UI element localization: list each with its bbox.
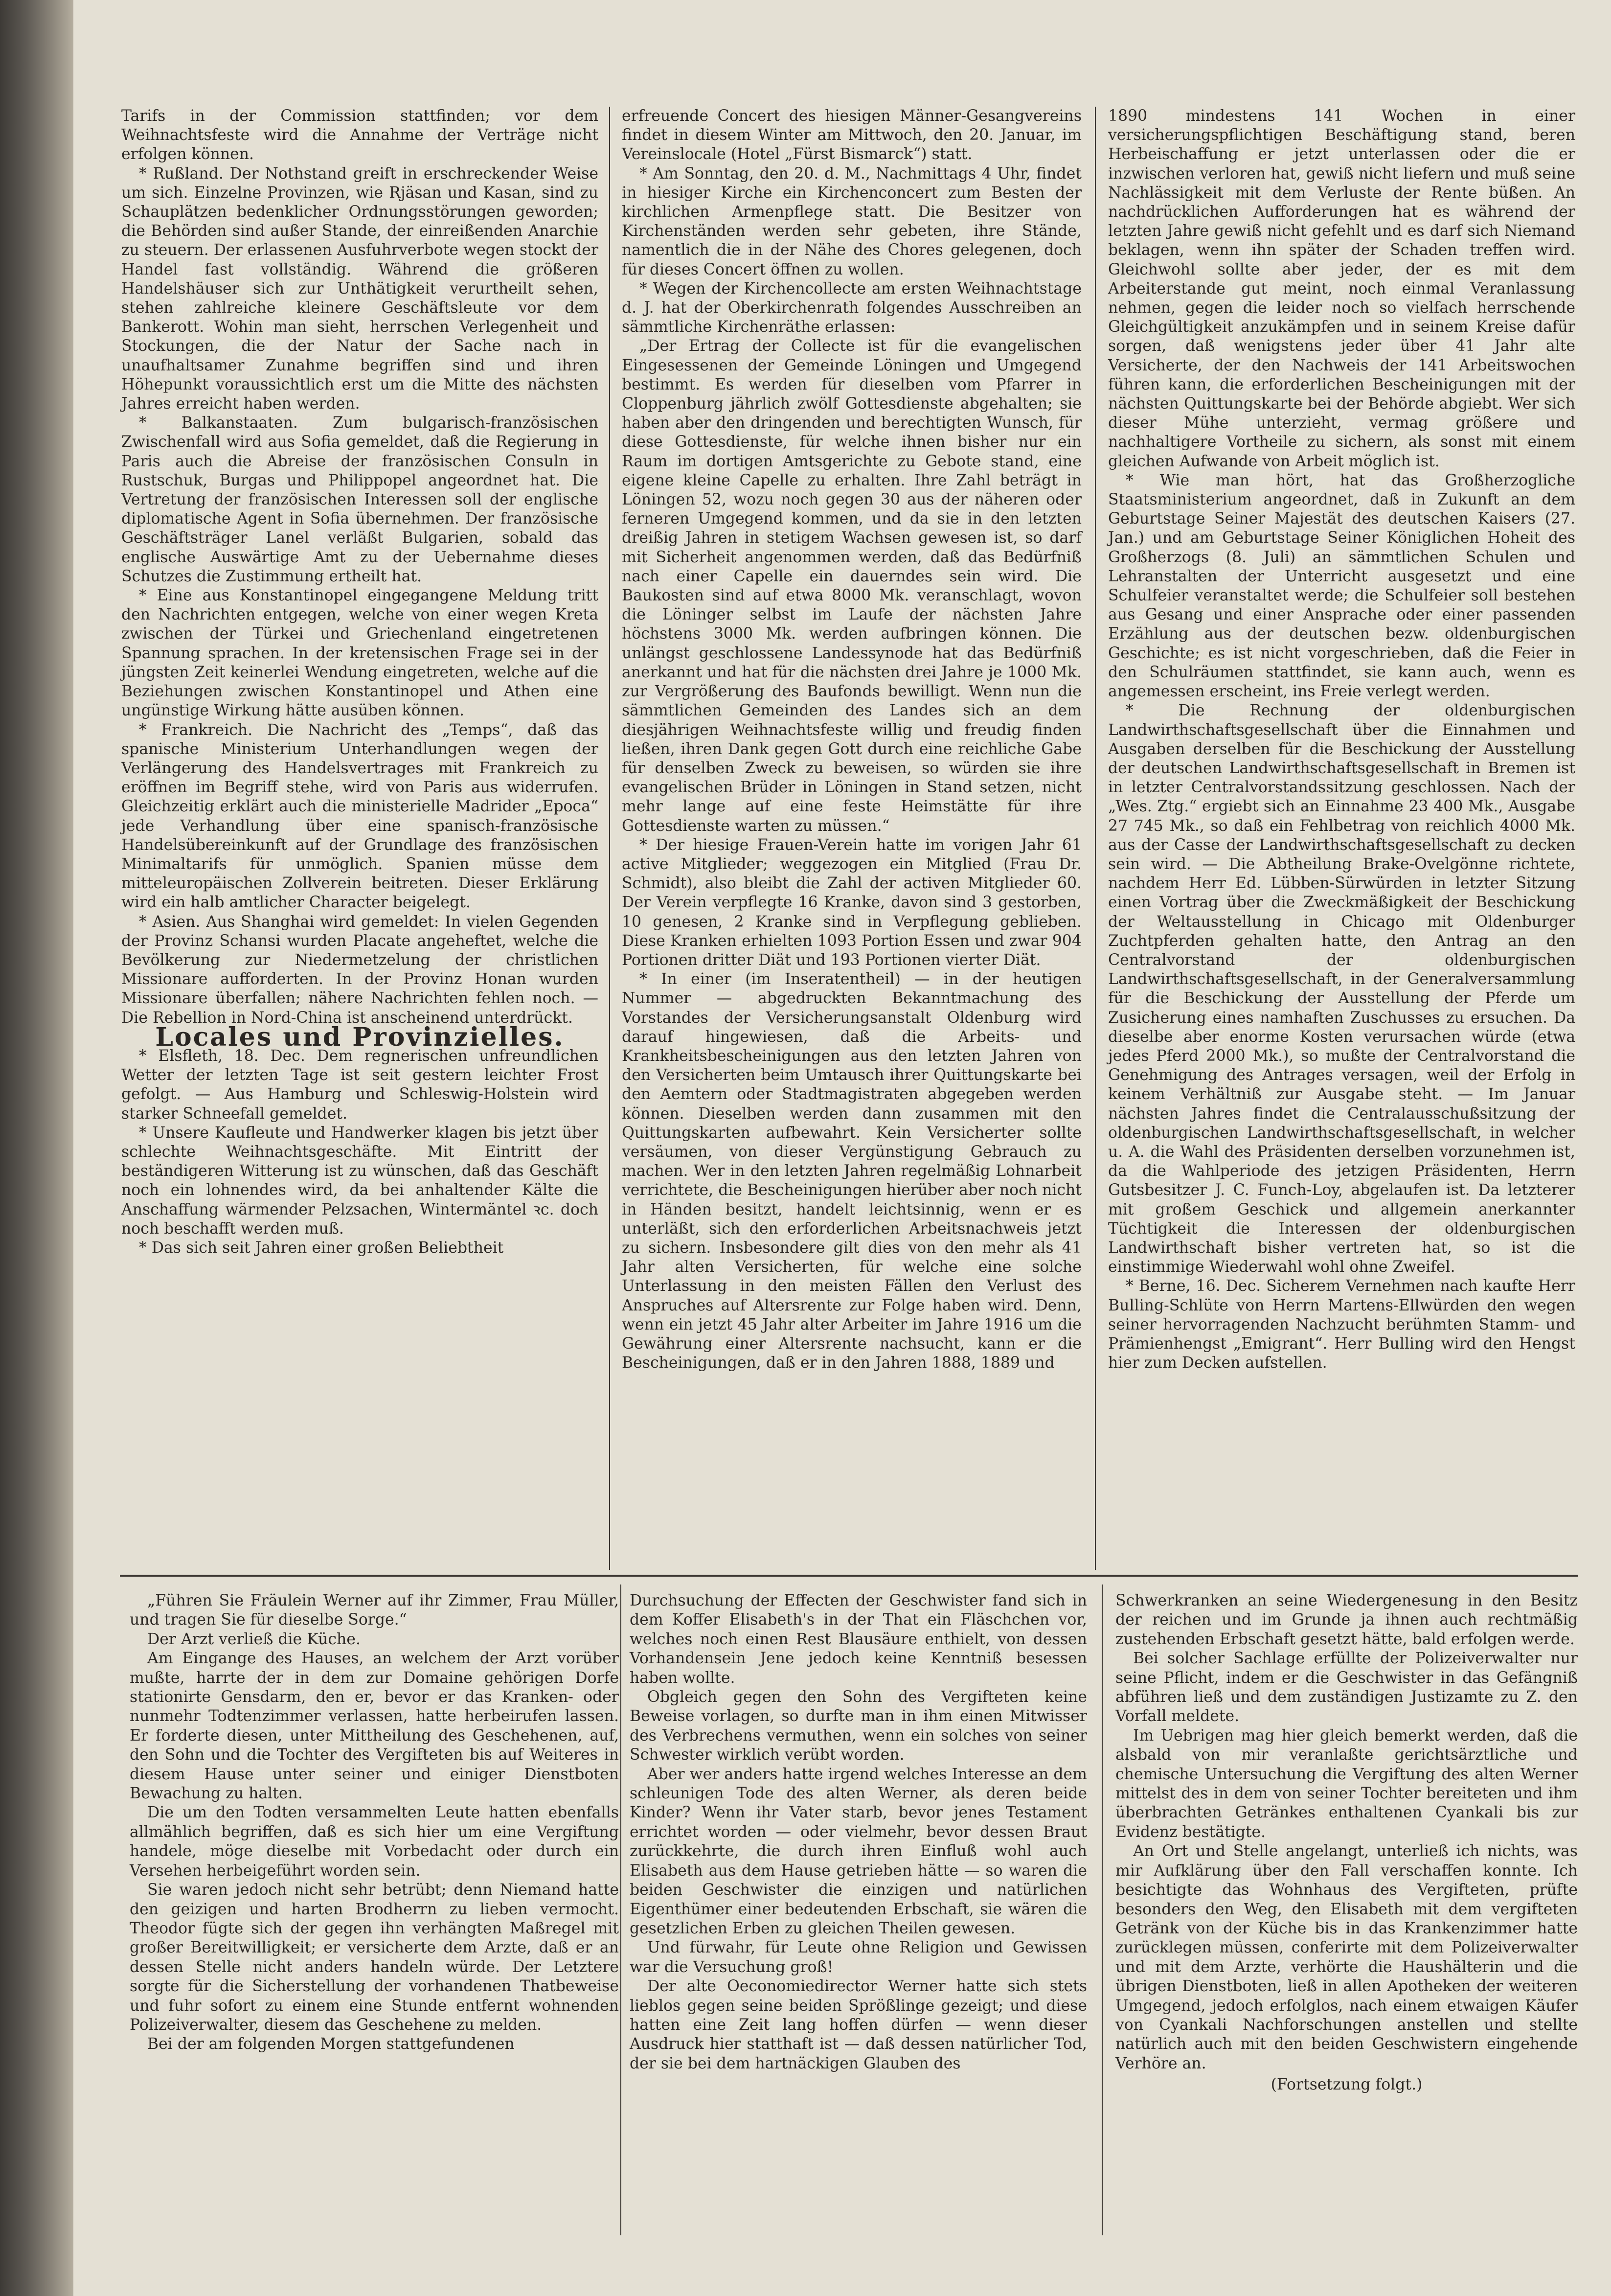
book-binding — [0, 0, 73, 2296]
article-paragraph: * Wie man hört, hat das Großherzogliche Staatsministerium angeordnet, daß in Zukunft an dem Geburtstage Seiner Majestät des deutschen Kaisers (27. Jan.) und am Geburtstage Seiner Königlichen Hoheit des Großherzogs (8. Juli) an sämmtlichen Schulen und Lehranstalten der Unterricht ausgesetzt und eine Schulfeier veranstaltet werde; die Schulfeier soll bestehen aus Gesang und einer Ansprache oder einer passenden Erzählung aus der deutschen bezw. oldenburgischen Geschichte; es ist nicht vorgeschrieben, daß die Feier in den Schulräumen stattfindet, sie kann auch, wenn es angemessen erscheint, ins Freie verlegt werden. — [1108, 471, 1575, 701]
story-paragraph: Der alte Oeconomiedirector Werner hatte sich stets lieblos gegen seine beiden Sprößlinge gezeigt; und diese hatten eine Zeit lang hoffen dürfen — wenn dieser Ausdruck hier statthaft ist — daß dessen natürlicher Tod, der sie bei dem hartnäckigen Glauben des — [630, 1977, 1087, 2072]
article-paragraph: * Wegen der Kirchencollecte am ersten Weihnachtstage d. J. hat der Oberkirchenrath folgendes Ausschreiben an sämmtliche Kirchenräthe erlassen: — [622, 279, 1082, 336]
column-divider — [609, 107, 610, 1570]
article-column-3 — [1108, 107, 1575, 1373]
feuilleton-column-2 — [630, 1591, 1087, 2073]
article-paragraph: * In einer (im Inseratentheil) — in der heutigen Nummer — abgedruckten Bekanntmachung des Vorstandes der Versicherungsanstalt Oldenburg wird darauf hingewiesen, daß die Arbeits- und Krankheitsbescheinigungen aus den letzten Jahren von den Versicherten beim Umtausch ihrer Quittungskarte bei den Aemtern oder Stadtmagistraten abgegeben werden können. Dieselben werden dann zusammen mit den Quittungskarten aufbewahrt. Kein Versicherter sollte versäumen, von dieser Vergünstigung Gebrauch zu machen. Wer in den letzten Jahren regelmäßig Lohnarbeit verrichtete, die Bescheinigungen hierüber aber noch nicht in Händen besitzt, handelt leichtsinnig, wenn er es unterläßt, sich den erforderlichen Arbeitsnachweis jetzt zu sichern. Insbesondere gilt dies von den mehr als 41 Jahr alten Versicherten, für welche eine solche Unterlassung in den meisten Fällen den Verlust des Anspruches auf Altersrente zur Folge haben wird. Denn, wenn ein jetzt 45 Jahr alter Arbeiter im Jahre 1916 um die Gewährung einer Altersrente nachsucht, kann er die Bescheinigungen, daß er in den Jahren 1888, 1889 und — [622, 970, 1082, 1372]
article-paragraph: * Balkanstaaten. Zum bulgarisch-französischen Zwischenfall wird aus Sofia gemeldet, daß die Regierung in Paris auch die Abreise der französischen Consuln in Rustschuk, Burgas und Philippopel angeordnet hat. Die Vertretung der französischen Interessen soll der englische diplomatische Agent in Sofia übernehmen. Der französische Geschäftsträger Lanel verläßt Bulgarien, sobald das englische Auswärtige Amt zu der Uebernahme dieses Schutzes die Zustimmung ertheilt hat. — [121, 414, 598, 585]
column-divider — [1102, 1584, 1103, 2235]
feuilleton-column-1 — [130, 1591, 619, 2054]
story-paragraph: Am Eingange des Hauses, an welchem der Arzt vorüber mußte, harrte der in dem zur Domaine gehörigen Dorfe stationirte Gensdarm, den er, bevor er das Kranken- oder nunmehr Todtenzimmer verlassen, hatte herbeirufen lassen. Er forderte diesen, unter Mittheilung des Geschehenen, auf, den Sohn und die Tochter des Vergifteten bis auf Weiteres in diesem Hause unter seiner und einiger Dienstboten Bewachung zu halten. — [130, 1650, 619, 1803]
story-paragraph: Durchsuchung der Effecten der Geschwister fand sich in dem Koffer Elisabeth's in der That ein Fläschchen vor, welches noch einen Rest Blausäure enthielt, von dessen Vorhandensein Jene jedoch keine Kenntniß besessen haben wollte. — [630, 1592, 1087, 1687]
feuilleton-separator — [120, 1575, 1578, 1577]
story-paragraph: Obgleich gegen den Sohn des Vergifteten keine Beweise vorlagen, so durfte man in ihm einen Mitwisser des Verbrechens vermuthen, wenn ein solches von seiner Schwester wirklich verübt worden. — [630, 1688, 1087, 1764]
article-paragraph: Tarifs in der Commission stattfinden; vor dem Weihnachtsfeste wird die Annahme der Verträge nicht erfolgen können. — [121, 107, 598, 163]
article-paragraph: * Asien. Aus Shanghai wird gemeldet: In vielen Gegenden der Provinz Schansi wurden Placate angeheftet, welche die Bevölkerung zur Niedermetzelung der christlichen Missionare aufforderten. In der Provinz Honan wurden Missionare überfallen; nähere Nachrichten fehlen noch. — Die Rebellion in Nord-China ist anscheinend unterdrückt. — [121, 913, 598, 1027]
article-column-2 — [622, 107, 1082, 1373]
story-paragraph: Schwerkranken an seine Wiedergenesung in den Besitz der reichen und im Grunde ja ihnen auch rechtmäßig zustehenden Erbschaft gesetzt hätte, bald erfolgen werde. — [1115, 1592, 1578, 1648]
article-paragraph: * Am Sonntag, den 20. d. M., Nachmittags 4 Uhr, findet in hiesiger Kirche ein Kirchenconcert zum Besten der kirchlichen Armenpflege statt. Die Besitzer von Kirchenständen werden sehr gebeten, ihre Stände, namentlich die in der Nähe des Chores gelegenen, doch für dieses Concert öffnen zu wollen. — [622, 164, 1082, 278]
article-paragraph: 1890 mindestens 141 Wochen in einer versicherungspflichtigen Beschäftigung stand, beren Herbeischaffung er jetzt unterlassen oder die er inzwischen verloren hat, gewiß nicht liefern und muß seine Nachlässigkeit mit dem Verluste der Rente büßen. An nachdrücklichen Aufforderungen hat es während der letzten Jahre gewiß nicht gefehlt und es darf sich Niemand beklagen, wenn ihn später der Schaden treffen wird. Gleichwohl sollte aber jeder, der es mit dem Arbeiterstande gut meint, noch einmal Veranlassung nehmen, gegen die leider noch so vielfach herrschende Gleichgültigkeit anzukämpfen und in seinem Kreise dafür sorgen, daß wenigstens jeder über 41 Jahr alte Versicherte, der den Nachweis der 141 Arbeitswochen führen kann, die erforderlichen Bescheinigungen mit der nächsten Quittungskarte bei der Behörde abgiebt. Wer sich dieser Mühe unterzieht, vermag größere und nachhaltigere Vortheile zu sichern, als sonst mit einem gleichen Aufwande von Arbeit möglich ist. — [1108, 107, 1575, 470]
article-paragraph: * Eine aus Konstantinopel eingegangene Meldung tritt den Nachrichten entgegen, welche von einer wegen Kreta zwischen der Türkei und Griechenland eingetretenen Spannung sprachen. In der kretensischen Frage sei in der jüngsten Zeit keinerlei Wendung eingetreten, welche auf die Beziehungen zwischen Konstantinopel und Athen eine ungünstige Wirkung hätte ausüben können. — [121, 587, 598, 720]
continuation-note: (Fortsetzung folgt.) — [1271, 2076, 1423, 2094]
article-paragraph: erfreuende Concert des hiesigen Männer-Gesangvereins findet in diesem Winter am Mittwoch, den 20. Januar, im Vereinslocale (Hotel „Fürst Bismarck“) statt. — [622, 107, 1082, 163]
story-paragraph: Bei solcher Sachlage erfüllte der Polizeiverwalter nur seine Pflicht, indem er die Geschwister in das Gefängniß abführen ließ und dem zuständigen Justizamte zu Z. den Vorfall meldete. — [1115, 1650, 1578, 1725]
story-paragraph: Im Uebrigen mag hier gleich bemerkt werden, daß die alsbald von mir veranlaßte gerichtsärztliche und chemische Untersuchung die Vergiftung des alten Werner mittelst des in dem von seiner Tochter bereiteten und ihm überbrachten Getränkes enthaltenen Cyankali bis zur Evidenz bestätigte. — [1115, 1726, 1578, 1841]
article-paragraph: „Der Ertrag der Collecte ist für die evangelischen Eingesessenen der Gemeinde Löningen und Umgegend bestimmt. Es werden für dieselben vom Pfarrer in Cloppenburg jährlich zwölf Gottesdienste abgehalten; sie haben aber den dringenden und berechtigten Wunsch, für diese Gottesdienste, für welche ihnen bisher nur ein Raum im dortigen Amtsgerichte zu Gebote stand, eine eigene kleine Capelle zu erhalten. Ihre Zahl beträgt in Löningen 52, wozu noch gegen 30 aus der näheren oder ferneren Umgegend kommen, und da sie in den letzten dreißig Jahren in stetigem Wachsen gewesen ist, so darf mit Sicherheit angenommen werden, daß das Bedürfniß nach einer Capelle ein dauerndes sein wird. Die Baukosten sind auf etwa 8000 Mk. veranschlagt, wovon die Löninger selbst im Laufe der nächsten Jahre höchstens 3000 Mk. werden aufbringen können. Die unlängst geschlossene Landessynode hat das Bedürfniß anerkannt und hat für die nächsten drei Jahre je 1000 Mk. zur Vergrößerung des Baufonds bewilligt. Wenn nun die sämmtlichen Gemeinden des Landes sich an dem diesjährigen Weihnachtsfeste willig und freudig finden ließen, ihren Dank gegen Gott durch eine reichliche Gabe für denselben Zweck zu beweisen, so würden sie ihre evangelischen Brüder in Löningen in Stand setzen, nicht mehr lange auf eine feste Heimstätte für ihre Gottesdienste warten zu müssen.“ — [622, 337, 1082, 835]
story-paragraph: Die um den Todten versammelten Leute hatten ebenfalls allmählich begriffen, daß es sich hier um eine Vergiftung handele, möge dieselbe mit Vorbedacht oder durch ein Versehen herbeigeführt worden sein. — [130, 1804, 619, 1880]
article-paragraph: * Der hiesige Frauen-Verein hatte im vorigen Jahr 61 active Mitglieder; weggezogen ein Mitglied (Frau Dr. Schmidt), also bleibt die Zahl der activen Mitglieder 60. Der Verein verpflegte 16 Kranke, davon sind 3 gestorben, 10 genesen, 2 Kranke sind in Verpflegung geblieben. Diese Kranken erhielten 1093 Portion Essen und zwar 904 Portionen dritter Diät und 193 Portionen vierter Diät. — [622, 836, 1082, 969]
article-paragraph: * Frankreich. Die Nachricht des „Temps“, daß das spanische Ministerium Unterhandlungen wegen der Verlängerung des Handelsvertrages mit Frankreich zu eröffnen im Begriff stehe, wird von Paris aus widerrufen. Gleichzeitig erklärt auch die ministerielle Madrider „Epoca“ jede Verhandlung über eine spanisch-französische Handelsübereinkunft auf der Grundlage des französischen Minimaltarifs für unmöglich. Spanien müsse dem mitteleuropäischen Zollverein beitreten. Dieser Erklärung wird ein halb amtlicher Character beigelegt. — [121, 721, 598, 912]
story-paragraph: Bei der am folgenden Morgen stattgefundenen — [147, 2035, 515, 2053]
article-paragraph: * Berne, 16. Dec. Sicherem Vernehmen nach kaufte Herr Bulling-Schlüte von Herrn Martens-Ellwürden den wegen seiner hervorragenden Nachzucht berühmten Stamm- und Prämienhengst „Emigrant“. Herr Bulling wird den Hengst hier zum Decken aufstellen. — [1108, 1277, 1575, 1372]
story-paragraph: Aber wer anders hatte irgend welches Interesse an dem schleunigen Tode des alten Werner, als deren beide Kinder? Wenn ihr Vater starb, bevor jenes Testament errichtet worden — oder vielmehr, bevor dessen Braut zurückkehrte, die durch ihren Einfluß wohl auch Elisabeth aus dem Hause getrieben hätte — so waren die beiden Geschwister die einzigen und natürlichen Eigenthümer einer bedeutenden Erbschaft, sie wären die gesetzlichen Erben zu gleichen Theilen gewesen. — [630, 1765, 1087, 1937]
article-paragraph: * Das sich seit Jahren einer großen Beliebtheit — [139, 1239, 504, 1257]
section-heading: Locales und Provinzielles. — [155, 1022, 565, 1052]
story-paragraph: Der Arzt verließ die Küche. — [147, 1630, 361, 1648]
article-paragraph: * Die Rechnung der oldenburgischen Landwirthschaftsgesellschaft über die Einnahmen und Ausgaben derselben für die Beschickung der Ausstellung der deutschen Landwirthschaftsgesellschaft in Bremen ist in letzter Centralvorstandssitzung geschlossen. Nach der „Wes. Ztg.“ ergiebt sich an Einnahme 23 400 Mk., Ausgabe 27 745 Mk., so daß ein Fehlbetrag von reichlich 4000 Mk. aus der Casse der Landwirthschaftsgesellschaft zu decken sein wird. — Die Abtheilung Brake-Ovelgönne richtete, nachdem Herr Ed. Lübben-Sürwürden in letzter Sitzung einen Vortrag über die Zweckmäßigkeit der Beschickung der Weltausstellung in Chicago mit Oldenburger Zuchtpferden gehalten hatte, den Antrag an den Centralvorstand der oldenburgischen Landwirthschaftsgesellschaft, in der Generalversammlung für die Beschickung der Ausstellung der Pferde um Zusicherung eines namhaften Zuschusses zu ersuchen. Da dieselbe aber enorme Kosten verursachen würde (etwa jedes Pferd 2000 Mk.), so mußte der Centralvorstand die Genehmigung des Antrages versagen, weil der Erfolg in keinem Verhältniß zur Ausgabe steht. — Im Januar nächsten Jahres findet die Centralausschußsitzung der oldenburgischen Landwirthschaftsgesellschaft, in welcher u. A. die Wahl des Präsidenten derselben vorzunehmen ist, da die Wahlperiode des jetzigen Präsidenten, Herrn Gutsbesitzer J. C. Funch-Loy, abgelaufen ist. Da letzterer mit großem Geschick und allgemein anerkannter Tüchtigkeit die Interessen der oldenburgischen Landwirthschaft bisher vertreten hat, so ist die einstimmige Wiederwahl wohl ohne Zweifel. — [1108, 702, 1575, 1276]
column-divider — [1095, 107, 1096, 1570]
article-paragraph: * Rußland. Der Nothstand greift in erschreckender Weise um sich. Einzelne Provinzen, wie Rjäsan und Kasan, sind zu Schauplätzen bedenklicher Ordnungsstörungen geworden; die Behörden sind außer Stande, der einreißenden Anarchie zu steuern. Der erlassenen Ausfuhrverbote wegen stockt der Handel fast vollständig. Während die größeren Handelshäuser sich zur Unthätigkeit verurtheilt sehen, stehen zahlreiche kleinere Geschäftsleute vor dem Bankerott. Wohin man sieht, herrschen Verlegenheit und Stockungen, die der Natur der Sache nach in unaufhaltsamer Zunahme begriffen sind und ihren Höhepunkt voraussichtlich erst um die Mitte des nächsten Jahres erreicht haben werden. — [121, 164, 598, 413]
article-paragraph: * Elsfleth, 18. Dec. Dem regnerischen unfreundlichen Wetter der letzten Tage ist seit gestern leichter Frost gefolgt. — Aus Hamburg und Schleswig-Holstein wird starker Schneefall gemeldet. — [121, 1047, 598, 1123]
article-column-1 — [121, 107, 598, 1258]
feuilleton-column-3 — [1115, 1591, 1578, 2095]
article-paragraph: * Unsere Kaufleute und Handwerker klagen bis jetzt über schlechte Weihnachtsgeschäfte. Mit Eintritt der beständigeren Witterung ist zu wünschen, daß das Geschäft noch ein lohnendes wird, da bei anhaltender Kälte die Anschaffung wärmender Pelzsachen, Wintermäntel ꝛc. doch noch beschafft werden muß. — [121, 1124, 598, 1238]
story-paragraph: Sie waren jedoch nicht sehr betrübt; denn Niemand hatte den geizigen und harten Brodherrn zu lieben vermocht. Theodor fügte sich der gegen ihn verhängten Maßregel mit großer Bereitwilligkeit; er versicherte dem Arzte, daß er an dessen Stelle nicht anders handeln würde. Der Letztere sorgte für die Sicherstellung der vorhandenen Thatbeweise und fuhr sofort zu einem eine Stunde entfernt wohnenden Polizeiverwalter, diesem das Geschehene zu melden. — [130, 1881, 619, 2034]
story-paragraph: „Führen Sie Fräulein Werner auf ihr Zimmer, Frau Müller, und tragen Sie für dieselbe Sorge.“ — [130, 1592, 619, 1629]
story-paragraph: An Ort und Stelle angelangt, unterließ ich nichts, was mir Aufklärung über den Fall verschaffen konnte. Ich besichtigte das Wohnhaus des Vergifteten, prüfte besonders den Weg, den Elisabeth mit dem vergifteten Getränk von der Küche bis in das Krankenzimmer hatte zurücklegen müssen, conferirte mit dem Polizeiverwalter und mit dem Arzte, verhörte die Haushälterin und die übrigen Dienstboten, ließ in allen Apotheken der weiteren Umgegend, jedoch erfolglos, nach einem etwaigen Käufer von Cyankali Nachforschungen anstellen und stellte natürlich auch mit den beiden Geschwistern eingehende Verhöre an. — [1115, 1842, 1578, 2072]
column-divider — [620, 1584, 621, 2235]
story-paragraph: Und fürwahr, für Leute ohne Religion und Gewissen war die Versuchung groß! — [630, 1939, 1087, 1976]
